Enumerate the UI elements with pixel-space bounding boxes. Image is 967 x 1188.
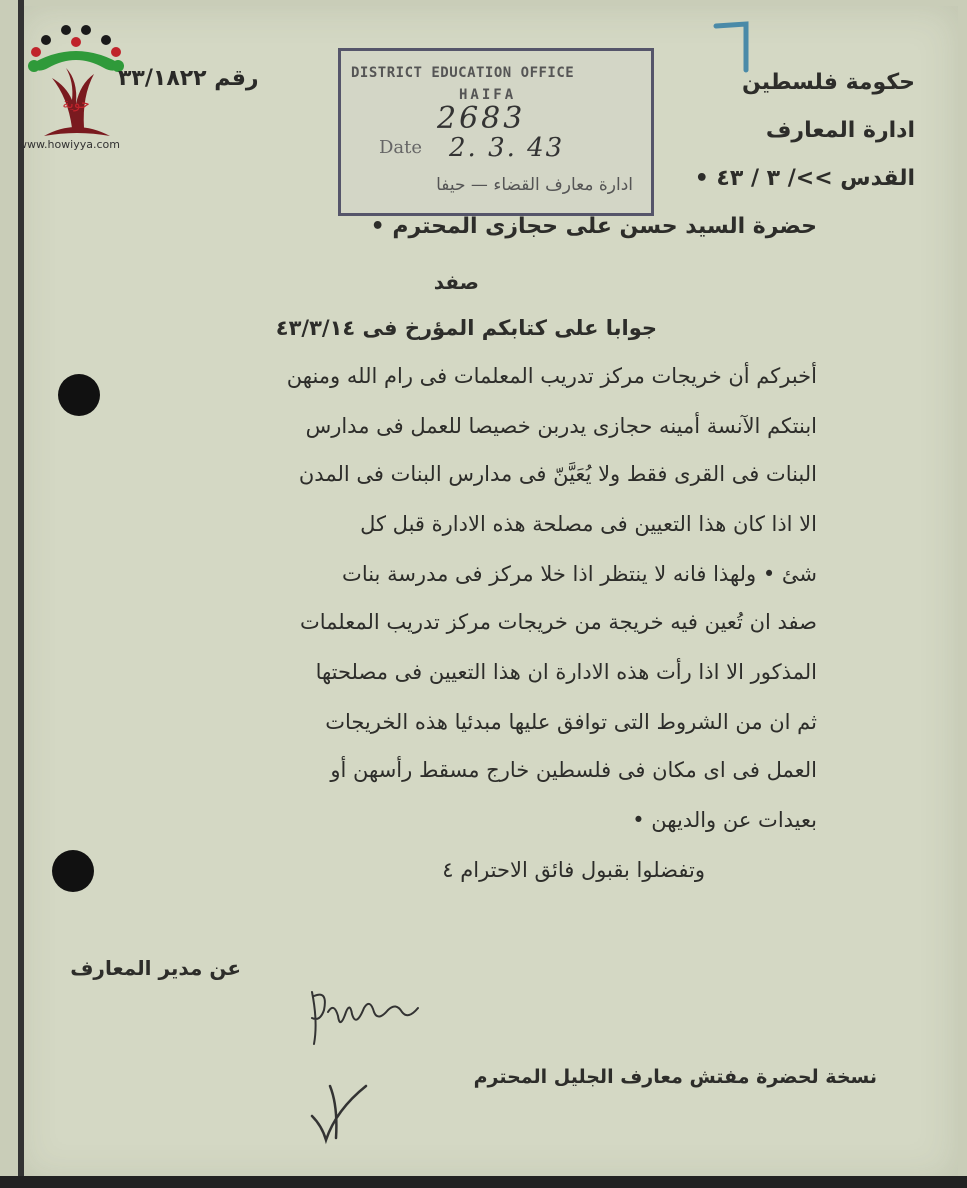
svg-text:حوية: حوية bbox=[62, 96, 90, 112]
department-name: ادارة المعارف bbox=[765, 118, 915, 143]
body-line: أخبركم أن خريجات مركز تدريب المعلمات فى رام الله ومنهن bbox=[286, 364, 817, 388]
stamp-date-label: Date bbox=[379, 137, 423, 158]
subject-line: جوابا على كتابكم المؤرخ فى ٤٣/٣/١٤ bbox=[275, 316, 657, 340]
body-line: ثم ان من الشروط التى توافق عليها مبدئيا هذه الخريجات bbox=[325, 710, 817, 734]
folio-number bbox=[712, 18, 758, 74]
addressee: حضرة السيد حسن على حجازى المحترم • bbox=[370, 214, 817, 239]
scan-edge-bottom bbox=[0, 1176, 967, 1188]
district-office-stamp bbox=[338, 48, 654, 216]
stamp-office: DISTRICT EDUCATION OFFICE bbox=[351, 65, 575, 81]
stamp-date-value: 2. 3. 43 bbox=[449, 133, 565, 163]
stamp-arabic-line: ادارة معارف القضاء — حيفا bbox=[436, 175, 633, 195]
reference-number: رقم ٣٣/١٨٢٢ bbox=[118, 66, 259, 91]
salutation-city: صفد bbox=[433, 270, 479, 294]
body-line: بعيدات عن والديهن • bbox=[632, 808, 817, 832]
copy-to-line: نسخة لحضرة مفتش معارف الجليل المحترم bbox=[473, 1066, 877, 1088]
stamp-number: 2683 bbox=[437, 101, 526, 136]
signature-title: عن مدير المعارف bbox=[70, 956, 241, 980]
punch-hole bbox=[58, 374, 100, 416]
closing-line: وتفضلوا بقبول فائق الاحترام ٤ bbox=[442, 858, 705, 882]
handwritten-tick-mark bbox=[302, 1076, 382, 1146]
body-line: الا اذا كان هذا التعيين فى مصلحة هذه الادارة قبل كل bbox=[360, 512, 817, 536]
place-and-date: القدس >>/ ٣ / ٤٣ • bbox=[694, 166, 915, 191]
stamp-city: HAIFA bbox=[459, 87, 517, 103]
body-line: ابنتكم الآنسة أمينه حجازى يدربن خصيصا للعمل فى مدارس bbox=[305, 414, 817, 438]
logo-url: www.howiyya.com bbox=[18, 138, 120, 151]
body-line: البنات فى القرى فقط ولا يُعَيَّنّ فى مدارس البنات فى المدن bbox=[298, 462, 817, 486]
handwritten-signature bbox=[300, 982, 440, 1052]
scan-edge-left bbox=[18, 0, 24, 1188]
body-line: شئ • ولهذا فانه لا ينتظر اذا خلا مركز فى مدرسة بنات bbox=[342, 562, 817, 586]
body-line: المذكور الا اذا رأت هذه الادارة ان هذا التعيين فى مصلحتها bbox=[315, 660, 817, 684]
svg-text:Brayton: Brayton bbox=[300, 982, 304, 983]
body-line: العمل فى اى مكان فى فلسطين خارج مسقط رأسهن أو bbox=[330, 758, 817, 782]
svg-text:7: 7 bbox=[712, 18, 713, 19]
punch-hole bbox=[52, 850, 94, 892]
government-name: حكومة فلسطين bbox=[741, 70, 915, 95]
body-line: صفد ان تُعين فيه خريجة من خريجات مركز تدريب المعلمات bbox=[299, 610, 817, 634]
